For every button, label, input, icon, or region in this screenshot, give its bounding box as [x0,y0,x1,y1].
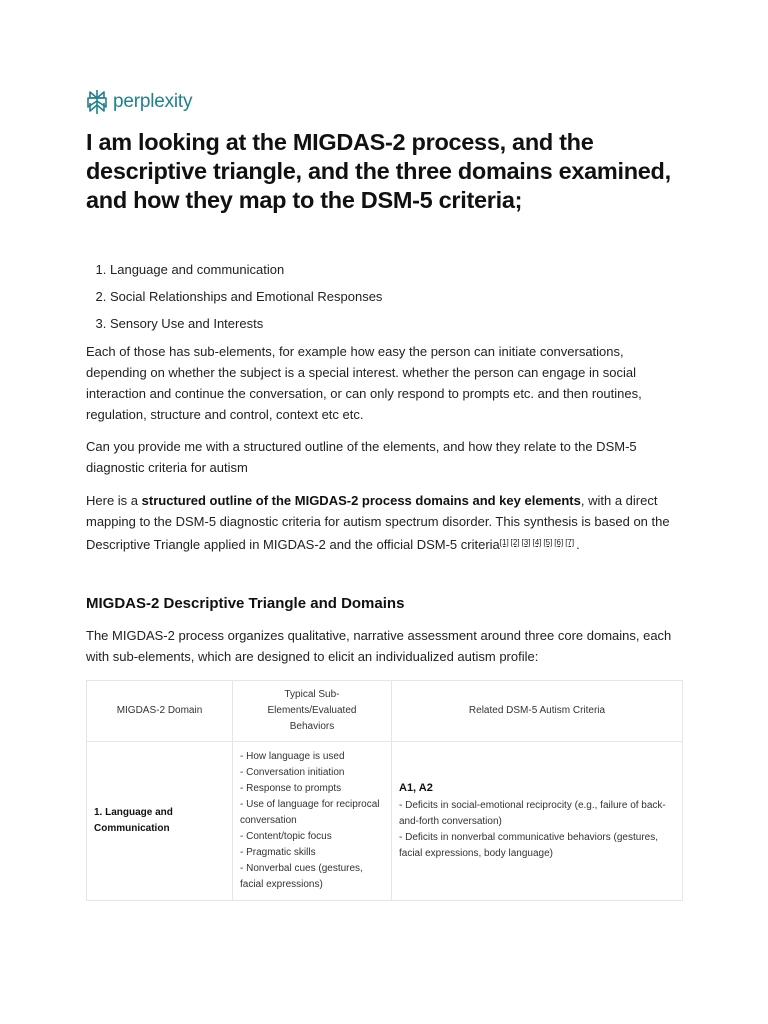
table-header-cell: Related DSM-5 Autism Criteria [392,681,683,742]
citation-link[interactable]: [7] [565,538,575,547]
citation-link[interactable]: [2] [510,538,520,547]
criteria-cell [392,742,683,901]
sub-element: - Use of language for reciprocal conversation [240,799,380,826]
domain-cell: 1. Language and Communication [87,742,233,901]
question-paragraph-1: Each of those has sub-elements, for example how easy the person can initiate conversations, depending on whether the subject is a special interest. whether the person can engage in social interaction and continue the conversation, or can only respond to prompts etc. and then routines, regulation, structure and control, context etc etc. [86,344,642,422]
citation-link[interactable]: [1] [499,538,509,547]
list-item: 3. Sensory Use and Interests [110,313,382,340]
answer-intro-suffix: , with a direct mapping to the DSM-5 diagnostic criteria for autism spectrum disorder. This synthesis is based on the Descriptive Triangle applied in MIGDAS-2 and the official DSM-5 criteria [86,493,670,552]
list-item: 1. Language and communication [110,259,382,286]
sub-element: - Response to prompts [240,783,342,794]
answer-intro-bold: structured outline of the MIGDAS-2 process domains and key elements [141,493,581,508]
table-row [87,742,683,901]
sub-element: - Nonverbal cues (gestures, facial expressions) [240,863,363,890]
brand-name: perplexity [113,91,193,112]
mapping-table [86,680,683,901]
perplexity-logo-icon [86,89,108,115]
sub-element: - Pragmatic skills [240,847,316,858]
criteria-code: A1, A2 [399,782,433,794]
table-header-cell: Typical Sub-Elements/Evaluated Behaviors [233,681,392,742]
criteria-item: - Deficits in nonverbal communicative behaviors (gestures, facial expressions, body language) [399,832,658,859]
sub-element: - Content/topic focus [240,831,332,842]
table-header-cell: MIGDAS-2 Domain [87,681,233,742]
answer-intro: Here is a structured outline of the MIGDAS-2 process domains and key elements, with a direct mapping to the DSM-5 diagnostic criteria for autism spectrum disorder. This synthesis is based on the Descriptive Triangle applied in MIGDAS-2 and the official DSM-5 criteria[1] [2] [3] [4] [5] [6] [7] . [86,493,670,552]
logo [86,89,192,115]
criteria-item: - Deficits in social-emotional reciprocity (e.g., failure of back-and-forth conversation) [399,800,666,827]
sub-element: - Conversation initiation [240,767,345,778]
answer-intro-prefix: Here is a [86,493,142,508]
citation-link[interactable]: [6] [554,538,564,547]
domain-list [86,259,382,340]
table-header-row [87,681,683,742]
question-title: I am looking at the MIGDAS-2 process, and the descriptive triangle, and the three domains examined, and how they map to the DSM-5 criteria; [86,129,671,213]
list-item: 2. Social Relationships and Emotional Responses [110,286,382,313]
citation-link[interactable]: [3] [521,538,531,547]
sub-element: - How language is used [240,751,345,762]
citation-link[interactable]: [4] [532,538,542,547]
citation-link[interactable]: [5] [543,538,553,547]
question-paragraph-2: Can you provide me with a structured outline of the elements, and how they relate to the DSM-5 diagnostic criteria for autism [86,439,637,475]
sub-elements-cell [233,742,392,901]
section-heading: MIGDAS-2 Descriptive Triangle and Domains [86,595,405,612]
section-paragraph: The MIGDAS-2 process organizes qualitative, narrative assessment around three core domains, each with sub-elements, which are designed to elicit an individualized autism profile: [86,628,672,664]
